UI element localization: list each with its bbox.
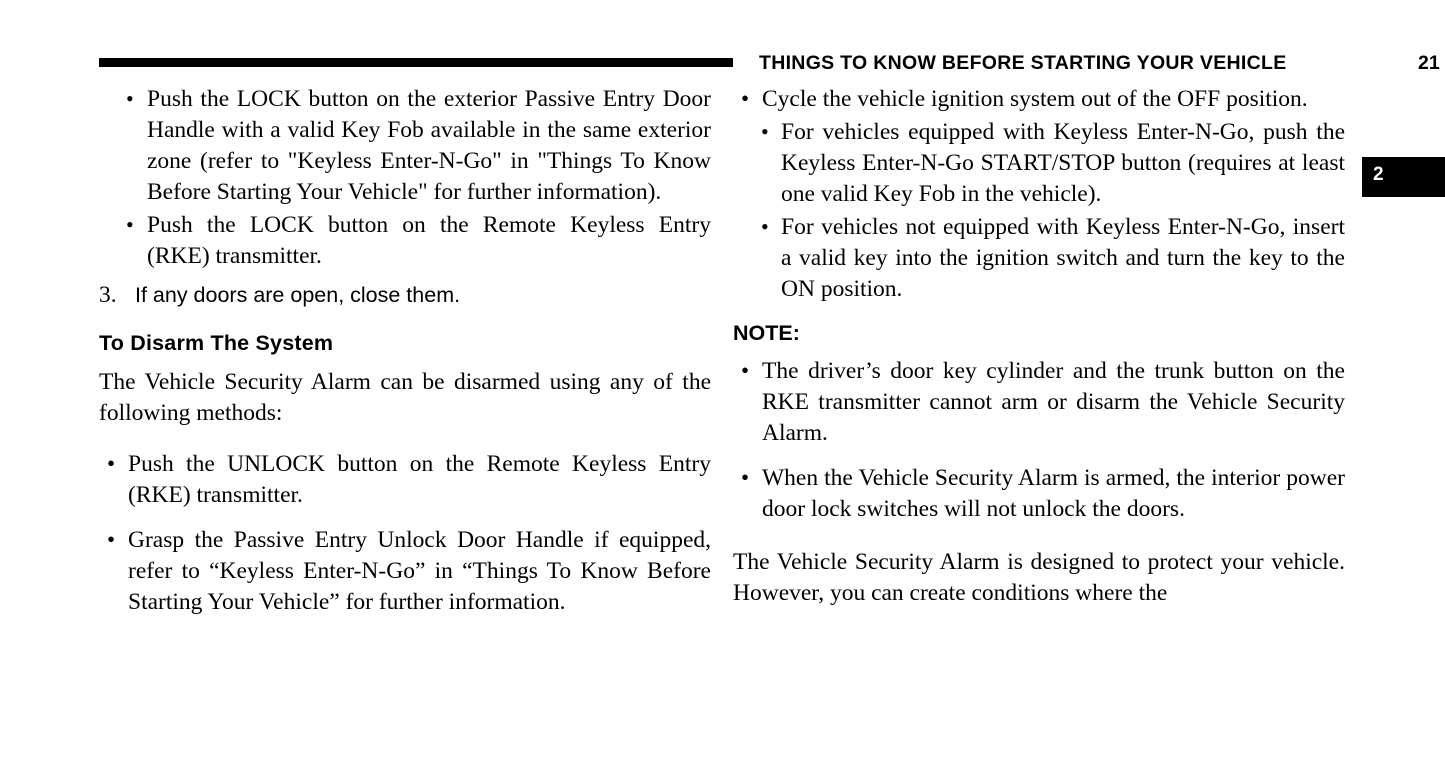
list-item: • Push the UNLOCK button on the Remote Keyless Entry (RKE) transmitter. xyxy=(99,449,711,511)
list-item: • Push the LOCK button on the Remote Keyless Entry (RKE) transmitter. xyxy=(99,210,711,272)
list-item: • Push the LOCK button on the exterior Passive Entry Door Handle with a valid Key Fob available in the same exterior zone (refer to "Keyless Enter-N-Go" in "Things To Know Before Starting Your Vehicle" for further information). xyxy=(99,84,711,208)
list-item: • For vehicles equipped with Keyless Enter-N-Go, push the Keyless Enter-N-Go START/STOP button (requires at least one valid Key Fob in the vehicle). xyxy=(733,117,1345,210)
ignition-sub-bullet-list xyxy=(733,117,1345,305)
header-title: THINGS TO KNOW BEFORE STARTING YOUR VEHICLE xyxy=(759,52,1287,74)
page-number: 21 xyxy=(1418,52,1440,74)
step-number: 3. xyxy=(99,282,117,308)
note-bullet-list xyxy=(733,356,1345,525)
list-item: • Grasp the Passive Entry Unlock Door Handle if equipped, refer to “Keyless Enter-N-Go” in “Things To Know Before Starting Your Vehicle” for further information. xyxy=(99,525,711,618)
header-rule xyxy=(99,58,733,67)
chapter-tab-label: 2 xyxy=(1373,164,1384,185)
list-item: • For vehicles not equipped with Keyless Enter-N-Go, insert a valid key into the ignition switch and turn the key to the ON position. xyxy=(733,212,1345,305)
intro-paragraph: The Vehicle Security Alarm can be disarmed using any of the following methods: xyxy=(99,369,711,426)
left-column xyxy=(99,84,711,632)
page-header xyxy=(99,52,1445,80)
step-text: If any doors are open, close them. xyxy=(135,283,461,307)
closing-paragraph: The Vehicle Security Alarm is designed to protect your vehicle. However, you can create conditions where the xyxy=(733,549,1345,606)
right-column xyxy=(733,84,1345,615)
disarm-methods-list xyxy=(99,449,711,618)
note-label: NOTE: xyxy=(733,321,800,345)
left-top-bullet-list xyxy=(99,84,711,272)
numbered-step xyxy=(99,280,711,311)
list-item: • Cycle the vehicle ignition system out of the OFF position. xyxy=(733,84,1345,115)
chapter-tab xyxy=(1362,157,1445,197)
list-item: • The driver’s door key cylinder and the trunk button on the RKE transmitter cannot arm or disarm the Vehicle Security Alarm. xyxy=(733,356,1345,449)
list-item: • When the Vehicle Security Alarm is armed, the interior power door lock switches will not unlock the doors. xyxy=(733,463,1345,525)
ignition-bullet-list xyxy=(733,84,1345,115)
section-heading: To Disarm The System xyxy=(99,331,334,355)
